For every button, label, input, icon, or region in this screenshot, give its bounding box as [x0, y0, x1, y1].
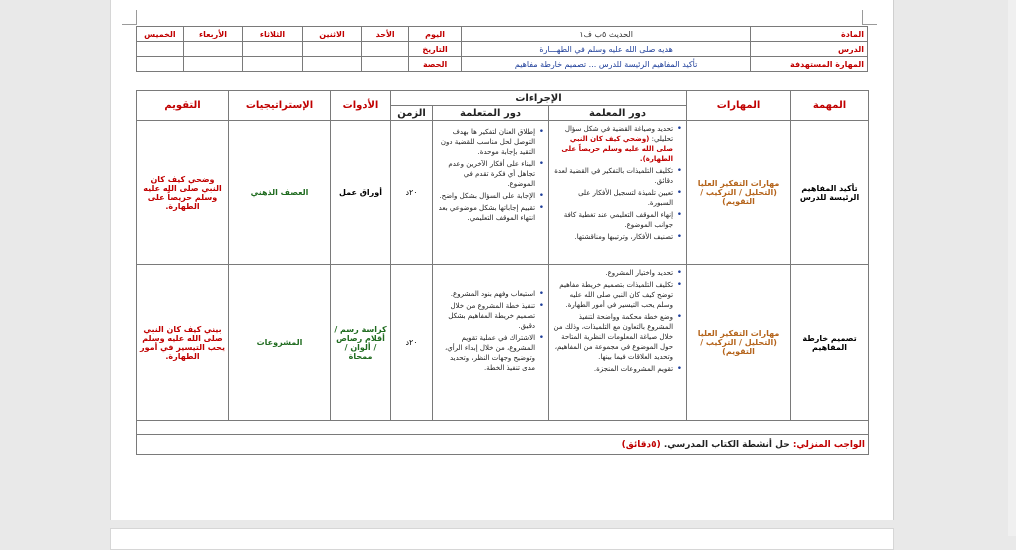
period-cell: [302, 57, 362, 72]
homework-row: [137, 435, 869, 455]
list-item: • تقويم المشروعات المنجزة.: [552, 364, 673, 374]
teacher-step-question: (وضحي كيف كان النبي صلى الله عليه وسلم حريصاً على الطهارة).: [561, 135, 674, 163]
strategy-cell: المشروعات: [229, 265, 331, 421]
lesson-label: الدرس: [751, 42, 868, 57]
task-header: المهمة: [791, 91, 869, 121]
tools-header: الأدوات: [331, 91, 391, 121]
time-cell: ٢٠د: [391, 121, 433, 265]
period-cell: [362, 57, 409, 72]
time-header: الزمن: [391, 106, 433, 121]
subject-label: المادة: [751, 27, 868, 42]
list-item: • تكليف التلميذات بتصميم خريطة مفاهيم توضح كيف كان النبي صلى الله عليه وسلم يحب التيسير في أمور الطهارة.: [552, 280, 673, 310]
date-cell: [137, 42, 184, 57]
list-item: • وضع خطة محكمة وواضحة لتنفيذ المشروع بالتعاون مع التلميذات، وذلك من خلال صياغة المعلومات النظرية المتاحة حول الموضوع في مجموعة من المفاهيم، وتحديد العلاقات فيما بينها.: [552, 312, 673, 362]
skills-header: المهارات: [687, 91, 791, 121]
day-thursday: الخميس: [137, 27, 184, 42]
crop-mark-top-left: [122, 10, 137, 25]
homework-label: الواجب المنزلي:: [792, 439, 866, 450]
student-role-cell: [433, 265, 549, 421]
list-item: • تعيين تلميذة لتسجيل الأفكار على السبورة.: [552, 188, 673, 208]
teacher-step-text: تحديد وصياغة القضية في شكل سؤال تحليلي:: [564, 125, 674, 143]
subject-value: الحديث ٥ب ف١: [462, 27, 751, 42]
student-role-header: دور المتعلمة: [433, 106, 549, 121]
list-item: • تصنيف الأفكار، وترتيبها ومناقشتها.: [552, 232, 673, 242]
teacher-role-cell: [549, 265, 687, 421]
lesson-value: هديه صلى الله عليه وسلم في الطهـــارة: [462, 42, 751, 57]
table-row: [137, 265, 869, 421]
list-item: • الإجابة على السؤال بشكل واضح.: [436, 191, 535, 201]
spacer-row: [137, 421, 869, 435]
list-item: • تنفيذ خطة المشروع من خلال تصميم خريطة المفاهيم بشكل دقيق.: [436, 301, 535, 331]
list-item: • إطلاق العنان لتفكير ها بهدف التوصل لحل مناسب للقضية دون التقيد بإجابة موحدة.: [436, 127, 535, 157]
empty-cell: [137, 421, 869, 435]
day-label: اليوم: [409, 27, 462, 42]
period-cell: [183, 57, 243, 72]
list-item: [552, 124, 673, 164]
period-label: الحصة: [409, 57, 462, 72]
period-cell: [137, 57, 184, 72]
tools-cell: كراسة رسم / أقلام رصاص / ألوان / ممحاة: [331, 265, 391, 421]
day-wednesday: الأربعاء: [183, 27, 243, 42]
date-label: التاريخ: [409, 42, 462, 57]
teacher-role-header: دور المعلمة: [549, 106, 687, 121]
day-sunday: الأحد: [362, 27, 409, 42]
evaluation-cell: بيني كيف كان النبي صلى الله عليه وسلم يحب التيسير في أمور الطهارة.: [137, 265, 229, 421]
student-role-cell: [433, 121, 549, 265]
target-skill-label: المهارة المستهدفة: [751, 57, 868, 72]
date-cell: [362, 42, 409, 57]
list-item: • تقييم إجاباتها بشكل موضوعي بعد انتهاء الموقف التعليمي.: [436, 203, 535, 223]
next-page-edge: [110, 528, 894, 550]
day-tuesday: الثلاثاء: [243, 27, 303, 42]
teacher-role-cell: [549, 121, 687, 265]
lesson-plan-table: [136, 90, 869, 455]
day-monday: الاثنين: [302, 27, 362, 42]
date-cell: [183, 42, 243, 57]
target-skill-value: تأكيد المفاهيم الرئيسة للدرس ... تصميم خارطة مفاهيم: [462, 57, 751, 72]
period-cell: [243, 57, 303, 72]
homework-cell: [137, 435, 869, 455]
list-item: • الاشتراك في عملية تقويم المشروع، من خلال إبداء الرأي، وتوضيح وجهات النظر، وتحديد مدى تنفيذ الخطة.: [436, 333, 535, 373]
skills-cell: مهارات التفكير العليا (التحليل / التركيب / التقويم): [687, 121, 791, 265]
list-item: • استيعاب وفهم بنود المشروع.: [436, 289, 535, 299]
time-cell: ٢٠د: [391, 265, 433, 421]
list-item: • تكليف التلميذات بالتفكير في القضية لعدة دقائق.: [552, 166, 673, 186]
list-item: • إنهاء الموقف التعليمي عند تغطية كافة جوانب الموضوع.: [552, 210, 673, 230]
crop-mark-top-right: [862, 10, 877, 25]
homework-time: (٥دقائق): [621, 439, 661, 450]
evaluation-cell: وضحي كيف كان النبي صلى الله عليه وسلم حريصاً على الطهارة.: [137, 121, 229, 265]
strategies-header: الإستراتيجيات: [229, 91, 331, 121]
task-cell: تأكيد المفاهيم الرئيسة للدرس: [791, 121, 869, 265]
table-row: [137, 121, 869, 265]
date-cell: [243, 42, 303, 57]
skills-cell: مهارات التفكير العليا (التحليل / التركيب / التقويم): [687, 265, 791, 421]
strategy-cell: العصف الذهني: [229, 121, 331, 265]
list-item: • البناء على أفكار الآخرين وعدم تجاهل أي فكرة تقدم في الموضوع.: [436, 159, 535, 189]
header-table: [136, 26, 868, 72]
list-item: • تحديد واختيار المشروع.: [552, 268, 673, 278]
date-cell: [302, 42, 362, 57]
evaluation-header: التقويم: [137, 91, 229, 121]
vertical-scrollbar[interactable]: [1008, 0, 1016, 536]
task-cell: تصميم خارطة المفاهيم: [791, 265, 869, 421]
tools-cell: أوراق عمل: [331, 121, 391, 265]
homework-text: حل أنشطة الكتاب المدرسي.: [663, 439, 790, 450]
procedures-header: الإجراءات: [391, 91, 687, 106]
